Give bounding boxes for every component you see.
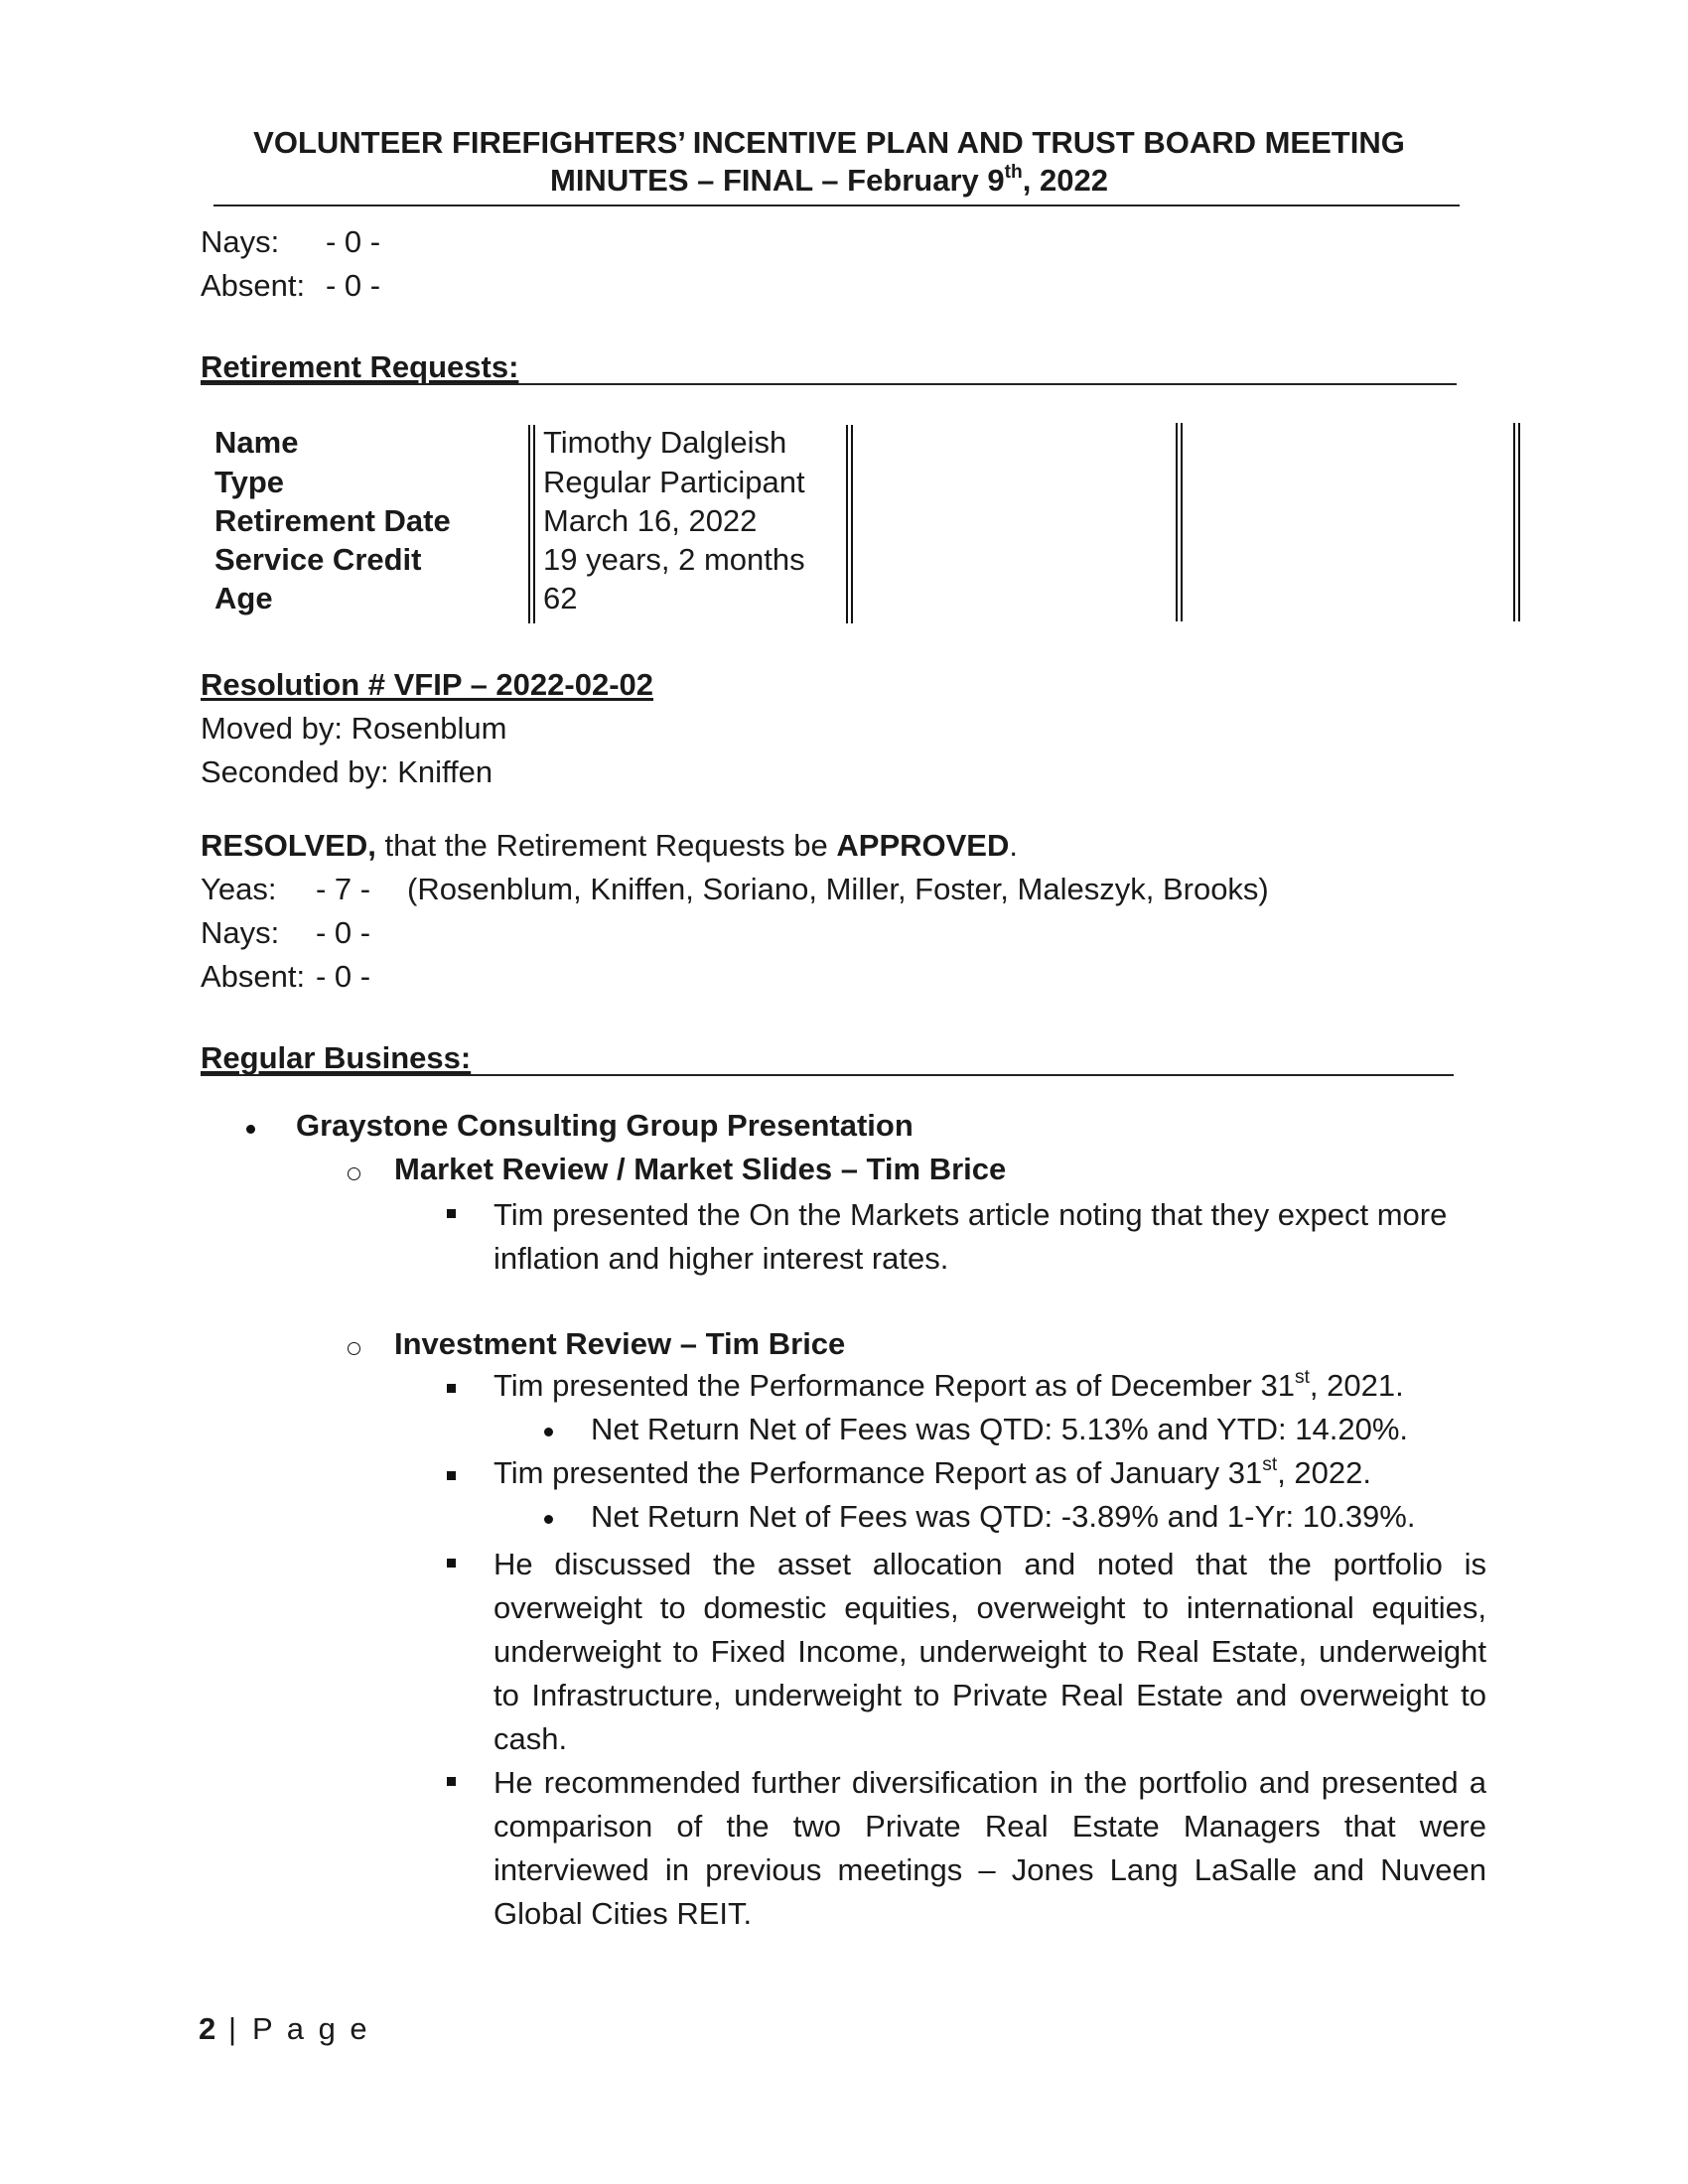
retirement-label: Retirement Date [214,503,451,538]
table-border [1181,423,1183,621]
perf-dec-year: , 2021. [1309,1368,1404,1403]
moved-by: Moved by: Rosenblum [201,711,507,746]
table-border [1176,423,1178,621]
table-border [846,425,848,623]
bullet-icon [246,1125,255,1134]
document-title: VOLUNTEER FIREFIGHTERS’ INCENTIVE PLAN AND TRUST BOARD MEETING [253,125,1405,160]
table-border [1513,423,1515,621]
perf-dec-text: Tim presented the Performance Report as of December 31 [493,1368,1295,1403]
absent-label: Absent: [201,959,306,994]
retirement-heading: Retirement Requests: [201,349,519,384]
bullet-square-icon [447,1209,456,1218]
presentation-item: Graystone Consulting Group Presentation [296,1108,914,1143]
performance-jan-detail: Net Return Net of Fees was QTD: -3.89% and 1-Yr: 10.39%. [591,1499,1416,1534]
market-review-note: Tim presented the On the Markets article noting that they expect more inflation and higher interest rates. [493,1197,1448,1276]
retirement-value: Regular Participant [543,465,805,499]
yeas-label: Yeas: [201,872,277,906]
retirement-value: Timothy Dalgleish [543,425,787,460]
bullet-square-icon [447,1777,456,1786]
resolved-text: that the Retirement Requests be [375,828,837,863]
regular-business-heading: Regular Business: [201,1040,472,1075]
nays-value: - 0 - [316,915,371,950]
retirement-value: 19 years, 2 months [543,542,805,577]
page-number: 2 [199,2011,216,2046]
performance-report-dec [493,1368,1404,1404]
performance-dec-detail: Net Return Net of Fees was QTD: 5.13% and YTD: 14.20%. [591,1412,1409,1446]
retirement-value: March 16, 2022 [543,503,758,538]
header-rule [213,205,1460,206]
retirement-label: Service Credit [214,542,422,577]
regular-business-rule [201,1074,1454,1076]
bullet-circle-icon [348,1342,360,1355]
bullet-circle-icon [348,1167,360,1180]
bullet-square-icon [447,1559,456,1568]
bullet-icon [544,1515,553,1524]
table-border [533,425,535,623]
perf-jan-year: , 2022. [1277,1455,1371,1490]
subtitle-superscript: th [1004,161,1023,183]
resolved-keyword: RESOLVED, [201,828,376,863]
diversification-note: He recommended further diversification in the portfolio and presented a comparison of the two Private Real Estate Managers that were interviewed in previous meetings – Jones Lang LaSalle and Nuveen Global Cities REIT. [493,1765,1486,1931]
subtitle-text: MINUTES – FINAL – February 9 [550,163,1005,198]
yeas-value: - 7 - [316,872,371,906]
page-separator: | [228,2011,237,2046]
document-subtitle [0,163,1658,199]
prior-absent-value: - 0 - [326,268,381,303]
prior-absent-label: Absent: [201,268,306,303]
investment-review-item: Investment Review – Tim Brice [394,1326,846,1361]
resolved-end: . [1009,828,1018,863]
nays-label: Nays: [201,915,280,950]
table-border [528,425,530,623]
perf-dec-sup: st [1294,1366,1310,1388]
yeas-names: (Rosenblum, Kniffen, Soriano, Miller, Foster, Maleszyk, Brooks) [407,872,1269,906]
retirement-label: Type [214,465,285,499]
resolved-statement [201,828,1018,864]
absent-value: - 0 - [316,959,371,994]
prior-nays-value: - 0 - [326,224,381,259]
prior-nays-label: Nays: [201,224,280,259]
performance-report-jan [493,1455,1371,1491]
resolved-status: APPROVED [836,828,1010,863]
page-label: P a g e [252,2011,370,2046]
perf-jan-sup: st [1262,1453,1278,1475]
bullet-icon [544,1428,553,1436]
retirement-label: Name [214,425,299,460]
retirement-value: 62 [543,581,578,615]
table-border [851,425,853,623]
retirement-heading-rule [201,383,1457,385]
seconded-by: Seconded by: Kniffen [201,754,493,789]
bullet-square-icon [447,1384,456,1393]
resolution-heading: Resolution # VFIP – 2022-02-02 [201,667,654,702]
asset-allocation-note: He discussed the asset allocation and noted that the portfolio is overweight to domestic equities, overweight to international equities, underweight to Fixed Income, underweight to Real Estate, underweight to Infrastructure, underweight to Private Real Estate and overweight to cash. [493,1547,1486,1756]
bullet-square-icon [447,1471,456,1480]
perf-jan-text: Tim presented the Performance Report as of January 31 [493,1455,1263,1490]
table-border [1518,423,1520,621]
subtitle-year: , 2022 [1022,163,1108,198]
retirement-label: Age [214,581,273,615]
market-review-item: Market Review / Market Slides – Tim Brice [394,1152,1007,1186]
